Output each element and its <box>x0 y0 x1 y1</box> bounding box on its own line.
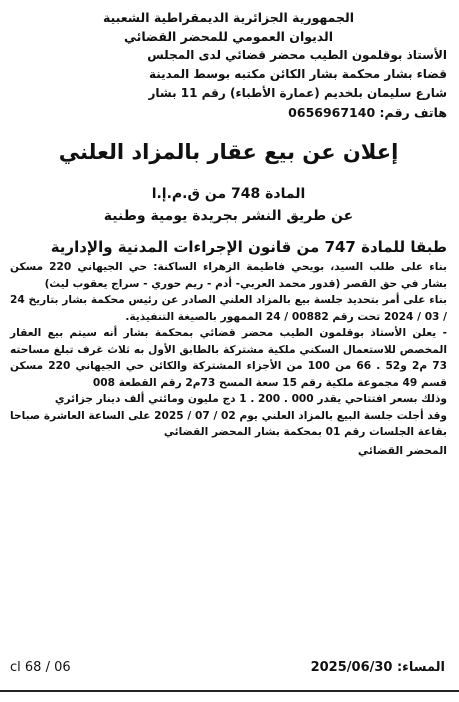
paragraph-price: وذلك بسعر افتتاحي يقدر 000 . 200 . 1 دج مليون ومائتي ألف دينار جزائري <box>54 393 447 405</box>
header-line-address: شارع سليمان بلخديم (عمارة الأطباء) رقم 11 بشار <box>148 86 447 100</box>
phone-label: هاتف رقم: <box>379 105 447 120</box>
header-line-bailiff: الأستاذ بوقلمون الطيب محضر قضائي لدى المجلس <box>147 48 447 62</box>
header-phone <box>10 103 447 123</box>
footer-source <box>311 660 445 675</box>
footer-date: 2025/06/30 <box>310 660 393 675</box>
footer-reference: cl 68 / 06 <box>10 660 71 675</box>
footer-label: المساء: <box>396 660 445 675</box>
publication-method: عن طريق النشر بجريدة يومية وطنية <box>103 208 354 224</box>
article-reference: المادة 748 من ق.م.إ.ا <box>151 186 306 202</box>
legal-basis: طبقا للمادة 747 من قانون الإجراءات المدنية والإدارية <box>50 238 447 256</box>
paragraph-request: بناء على طلب السيد، بويحي فاطيمة الزهراء الساكنة: حي الجيهاني 220 مسكن بشار في حق القصر (قدور محمد العربي- أدم - ريم حوري - سراج يعقوب ليث) <box>10 261 447 290</box>
paragraph-order: بناء على أمر بتحديد جلسة بيع بالمزاد العلني الصادر عن رئيس محكمة بشار بتاريخ 24 / 03 / 2024 تحت رقم 00882 / 24 الممهور بالصيغة التنفيذية. <box>10 294 447 323</box>
signature: المحضر القضائي <box>357 443 447 457</box>
paragraph-session: وقد أجلت جلسة البيع بالمزاد العلني يوم 02 / 07 / 2025 على الساعة العاشرة صباحا بقاعة الجلسات رقم 01 بمحكمة بشار المحضر القضائي <box>10 409 447 438</box>
publication-footer <box>10 660 445 675</box>
paragraph-property: - يعلن الأستاذ بوقلمون الطيب محضر قضائي بمحكمة بشار أنه سيتم بيع العقار المخصص للاستعمال السكني ملكية مشتركة بالطابق الأول به ثلاث غرف تبلغ مساحته 73 م2 و52 . 66 من 100 من الأجزاء المشتركة والكائن حي الجيهاني 220 مسكن قسم 49 مجموعة ملكية رقم 15 سعة المسح 73م2 رقم القطعة 008 <box>10 327 447 389</box>
phone-number: 0656967140 <box>288 105 376 120</box>
header-line-republic: الجمهورية الجزائرية الديمقراطية الشعبية <box>102 10 355 25</box>
bottom-divider <box>0 690 459 692</box>
header-line-office: الديوان العمومي للمحضر القضائي <box>124 29 333 44</box>
notice-title: إعلان عن بيع عقار بالمزاد العلني <box>58 140 399 164</box>
header-line-court: قضاء بشار محكمة بشار الكائن مكتبه بوسط المدينة <box>148 67 447 81</box>
